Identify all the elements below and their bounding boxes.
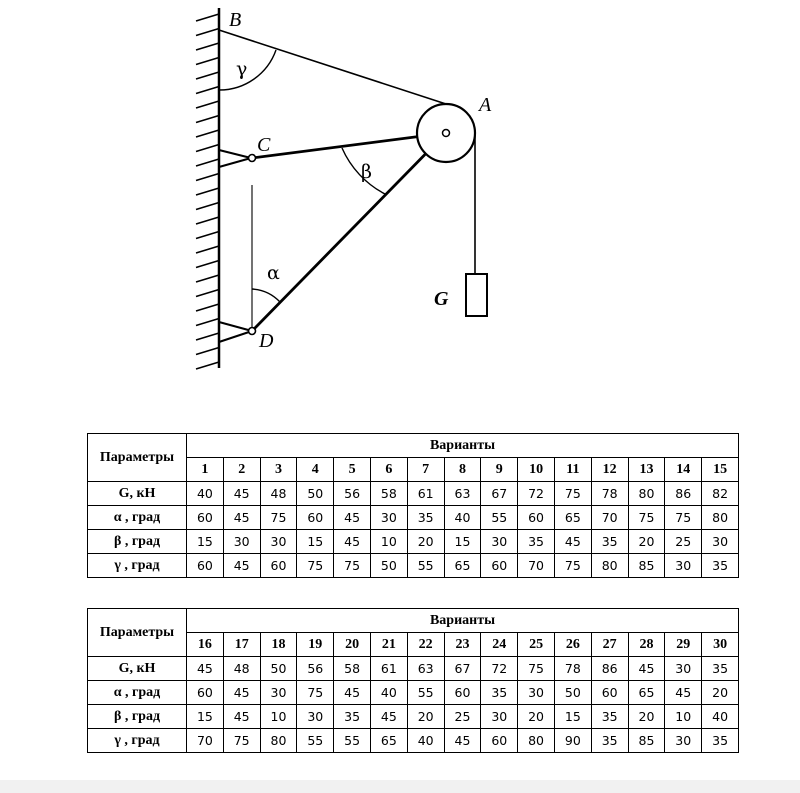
alpha-arc — [252, 289, 280, 302]
table-cell: 65 — [554, 506, 591, 530]
hatch-line — [196, 87, 219, 94]
table-cell: 75 — [628, 506, 665, 530]
table-cell: 50 — [370, 554, 407, 578]
table-cell: 30 — [481, 530, 518, 554]
row-label: G, кН — [88, 657, 187, 681]
label-alpha: α — [267, 262, 280, 284]
table-cell: 45 — [334, 681, 371, 705]
table-cell: 60 — [481, 554, 518, 578]
hatch-line — [196, 72, 219, 79]
table-cell: 50 — [554, 681, 591, 705]
hatch-line — [196, 319, 219, 326]
variant-number: 2 — [223, 458, 260, 482]
table-cell: 30 — [665, 729, 702, 753]
table-cell: 30 — [260, 530, 297, 554]
table-cell: 78 — [554, 657, 591, 681]
variant-number: 9 — [481, 458, 518, 482]
table-cell: 35 — [702, 554, 739, 578]
table-cell: 75 — [297, 554, 334, 578]
table-cell: 45 — [223, 506, 260, 530]
table-cell: 60 — [297, 506, 334, 530]
table-cell: 48 — [223, 657, 260, 681]
hatch-line — [196, 203, 219, 210]
table-cell: 78 — [591, 482, 628, 506]
gamma-arc — [219, 50, 276, 90]
table-cell: 55 — [297, 729, 334, 753]
row-label: G, кН — [88, 482, 187, 506]
param-header: Параметры — [88, 609, 187, 657]
table-cell: 50 — [260, 657, 297, 681]
label-c: C — [257, 134, 271, 156]
table-cell: 30 — [702, 530, 739, 554]
table-cell: 85 — [628, 554, 665, 578]
variant-number: 6 — [370, 458, 407, 482]
table-cell: 20 — [628, 705, 665, 729]
hatch-line — [196, 58, 219, 65]
variant-number: 1 — [187, 458, 224, 482]
table-cell: 30 — [370, 506, 407, 530]
variant-number: 15 — [702, 458, 739, 482]
hatch-line — [196, 362, 219, 369]
variant-number: 13 — [628, 458, 665, 482]
table-cell: 35 — [702, 657, 739, 681]
table-cell: 45 — [223, 705, 260, 729]
table-cell: 20 — [407, 530, 444, 554]
row-label: β , град — [88, 705, 187, 729]
table-cell: 20 — [407, 705, 444, 729]
table-cell: 10 — [370, 530, 407, 554]
table-cell: 75 — [665, 506, 702, 530]
table-cell: 10 — [665, 705, 702, 729]
table-cell: 30 — [223, 530, 260, 554]
table-cell: 65 — [628, 681, 665, 705]
table-cell: 45 — [665, 681, 702, 705]
table-cell: 45 — [187, 657, 224, 681]
table-cell: 58 — [370, 482, 407, 506]
variant-number: 18 — [260, 633, 297, 657]
table-cell: 35 — [518, 530, 555, 554]
table-cell: 60 — [518, 506, 555, 530]
label-b: B — [229, 9, 242, 31]
table-cell: 45 — [223, 681, 260, 705]
table-cell: 30 — [665, 657, 702, 681]
hatch-line — [196, 43, 219, 50]
hatch-line — [196, 304, 219, 311]
variant-number: 4 — [297, 458, 334, 482]
table-cell: 45 — [223, 554, 260, 578]
hatch-line — [196, 232, 219, 239]
table-cell: 70 — [591, 506, 628, 530]
row-label: γ , град — [88, 554, 187, 578]
table-cell: 40 — [187, 482, 224, 506]
hatch-line — [196, 159, 219, 166]
table-row — [88, 657, 739, 681]
table-cell: 56 — [334, 482, 371, 506]
hatch-line — [196, 101, 219, 108]
variant-number: 21 — [370, 633, 407, 657]
row-label: α , град — [88, 506, 187, 530]
table-cell: 55 — [407, 554, 444, 578]
table-cell: 45 — [334, 530, 371, 554]
variant-number: 20 — [334, 633, 371, 657]
table-cell: 30 — [518, 681, 555, 705]
table-cell: 80 — [702, 506, 739, 530]
table-cell: 72 — [481, 657, 518, 681]
table-cell: 60 — [187, 554, 224, 578]
table-cell: 75 — [518, 657, 555, 681]
table-cell: 45 — [223, 482, 260, 506]
table-cell: 60 — [260, 554, 297, 578]
table-cell: 20 — [628, 530, 665, 554]
table-cell: 75 — [223, 729, 260, 753]
table-cell: 60 — [187, 681, 224, 705]
table-cell: 61 — [407, 482, 444, 506]
table-cell: 30 — [665, 554, 702, 578]
hatch-line — [196, 188, 219, 195]
hatch-line — [196, 290, 219, 297]
table-cell: 60 — [481, 729, 518, 753]
variant-number: 26 — [554, 633, 591, 657]
hatch-line — [196, 275, 219, 282]
label-gamma: γ — [236, 58, 248, 80]
table-cell: 40 — [407, 729, 444, 753]
table-cell: 40 — [444, 506, 481, 530]
table-cell: 80 — [518, 729, 555, 753]
table-cell: 20 — [702, 681, 739, 705]
table-cell: 15 — [444, 530, 481, 554]
table-cell: 45 — [554, 530, 591, 554]
label-beta: β — [361, 161, 372, 183]
page-edge — [0, 780, 800, 793]
joint-c — [249, 155, 256, 162]
row-label: α , град — [88, 681, 187, 705]
hatch-line — [196, 333, 219, 340]
variant-number: 7 — [407, 458, 444, 482]
table-cell: 86 — [665, 482, 702, 506]
table-cell: 67 — [444, 657, 481, 681]
table-cell: 25 — [665, 530, 702, 554]
label-a: A — [479, 94, 492, 116]
table-row — [88, 482, 739, 506]
variant-number: 16 — [187, 633, 224, 657]
table-cell: 35 — [591, 705, 628, 729]
table-cell: 82 — [702, 482, 739, 506]
table-cell: 75 — [554, 482, 591, 506]
table-cell: 15 — [297, 530, 334, 554]
table-cell: 75 — [297, 681, 334, 705]
hatch-line — [196, 29, 219, 36]
variants-table-2 — [87, 608, 739, 753]
table-cell: 75 — [334, 554, 371, 578]
table-row — [88, 681, 739, 705]
rod-da — [252, 133, 446, 331]
table-cell: 40 — [702, 705, 739, 729]
table-cell: 55 — [407, 681, 444, 705]
table-cell: 10 — [260, 705, 297, 729]
variant-number: 27 — [591, 633, 628, 657]
table-cell: 45 — [628, 657, 665, 681]
hinge-c — [219, 150, 251, 167]
table-cell: 86 — [591, 657, 628, 681]
variants-table-1 — [87, 433, 739, 578]
table-cell: 35 — [481, 681, 518, 705]
table-cell: 58 — [334, 657, 371, 681]
label-g: G — [434, 288, 449, 310]
variant-number: 29 — [665, 633, 702, 657]
table-cell: 65 — [370, 729, 407, 753]
table-cell: 30 — [260, 681, 297, 705]
table-cell: 30 — [297, 705, 334, 729]
wall — [196, 8, 219, 369]
hatch-line — [196, 145, 219, 152]
row-label: γ , град — [88, 729, 187, 753]
table-row — [88, 554, 739, 578]
table-cell: 15 — [187, 705, 224, 729]
table-cell: 61 — [370, 657, 407, 681]
variant-number: 11 — [554, 458, 591, 482]
table-cell: 15 — [554, 705, 591, 729]
table-cell: 55 — [334, 729, 371, 753]
hatch-line — [196, 261, 219, 268]
hatch-line — [196, 246, 219, 253]
load-weight — [466, 274, 487, 316]
variant-number: 22 — [407, 633, 444, 657]
table-cell: 65 — [444, 554, 481, 578]
variant-number: 5 — [334, 458, 371, 482]
rope-ba — [219, 30, 446, 104]
hatch-line — [196, 14, 219, 21]
table-cell: 70 — [187, 729, 224, 753]
variant-number: 8 — [444, 458, 481, 482]
table-cell: 70 — [518, 554, 555, 578]
table-cell: 90 — [554, 729, 591, 753]
table-cell: 63 — [444, 482, 481, 506]
table-cell: 75 — [260, 506, 297, 530]
table-cell: 35 — [407, 506, 444, 530]
table-row — [88, 705, 739, 729]
table-cell: 67 — [481, 482, 518, 506]
table-cell: 25 — [444, 705, 481, 729]
table-cell: 80 — [591, 554, 628, 578]
table-cell: 35 — [591, 729, 628, 753]
table-cell: 60 — [187, 506, 224, 530]
variant-number: 14 — [665, 458, 702, 482]
variant-number: 3 — [260, 458, 297, 482]
table-row — [88, 506, 739, 530]
table-cell: 45 — [370, 705, 407, 729]
table-cell: 72 — [518, 482, 555, 506]
table-row — [88, 729, 739, 753]
variant-number: 24 — [481, 633, 518, 657]
hatch-line — [196, 116, 219, 123]
variants-header: Варианты — [187, 434, 739, 458]
wall-hatching — [196, 14, 219, 369]
pulley-axle — [443, 130, 450, 137]
label-d: D — [259, 330, 274, 352]
table-cell: 80 — [260, 729, 297, 753]
table-cell: 75 — [554, 554, 591, 578]
hatch-line — [196, 217, 219, 224]
hatch-line — [196, 130, 219, 137]
table-cell: 85 — [628, 729, 665, 753]
table-cell: 48 — [260, 482, 297, 506]
variant-number: 25 — [518, 633, 555, 657]
variant-number: 10 — [518, 458, 555, 482]
table-cell: 55 — [481, 506, 518, 530]
table-cell: 50 — [297, 482, 334, 506]
variant-number: 30 — [702, 633, 739, 657]
variant-number: 17 — [223, 633, 260, 657]
table-cell: 60 — [444, 681, 481, 705]
table-cell: 80 — [628, 482, 665, 506]
variant-number: 23 — [444, 633, 481, 657]
variant-number: 19 — [297, 633, 334, 657]
table-cell: 40 — [370, 681, 407, 705]
joint-d — [249, 328, 256, 335]
variant-number: 28 — [628, 633, 665, 657]
table-cell: 35 — [334, 705, 371, 729]
table-cell: 45 — [444, 729, 481, 753]
param-header: Параметры — [88, 434, 187, 482]
table-cell: 45 — [334, 506, 371, 530]
table-cell: 60 — [591, 681, 628, 705]
table-cell: 35 — [591, 530, 628, 554]
table-cell: 63 — [407, 657, 444, 681]
table-cell: 20 — [518, 705, 555, 729]
table-cell: 30 — [481, 705, 518, 729]
variants-header: Варианты — [187, 609, 739, 633]
row-label: β , град — [88, 530, 187, 554]
table-cell: 15 — [187, 530, 224, 554]
hinge-d — [219, 322, 252, 342]
table-row — [88, 530, 739, 554]
hatch-line — [196, 174, 219, 181]
hatch-line — [196, 348, 219, 355]
variant-number: 12 — [591, 458, 628, 482]
table-cell: 56 — [297, 657, 334, 681]
table-cell: 35 — [702, 729, 739, 753]
